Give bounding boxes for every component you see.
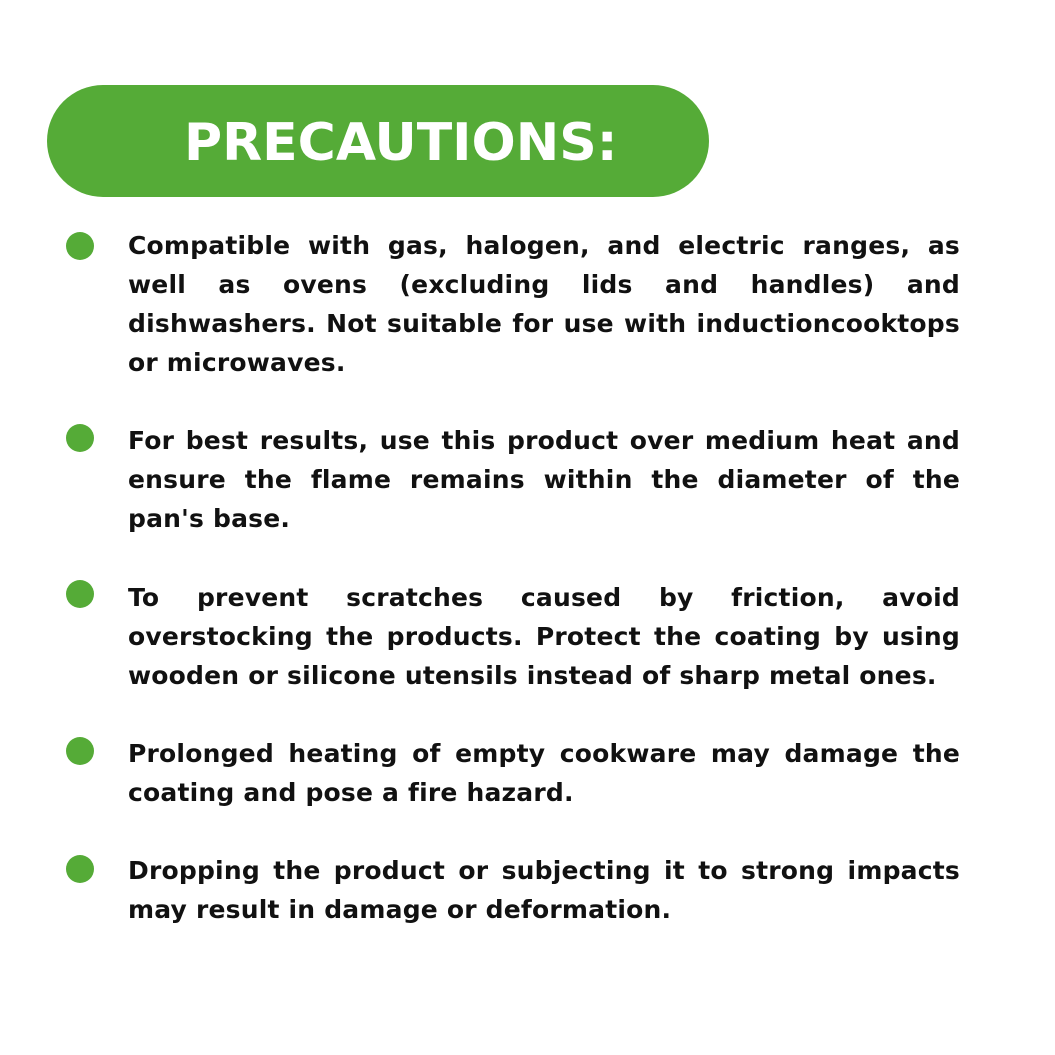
bullet-dot-icon [66, 580, 94, 608]
list-item-text: Dropping the product or subjecting it to strong impacts may result in damage or deformation. [128, 856, 960, 924]
bullet-dot-icon [66, 855, 94, 883]
bullet-dot-icon [66, 424, 94, 452]
page-title: PRECAUTIONS: [184, 113, 618, 173]
bullet-dot-icon [66, 232, 94, 260]
list-item-text: For best results, use this product over medium heat and ensure the flame remains within the diameter of the pan's base. [128, 426, 960, 533]
list-item-text: Compatible with gas, halogen, and electric ranges, as well as ovens (excluding lids and handles) and dishwashers. Not suitable for use with inductioncooktops or microwaves. [128, 231, 960, 377]
list-item-text: Prolonged heating of empty cookware may damage the coating and pose a fire hazard. [128, 739, 960, 807]
list-item-text: To prevent scratches caused by friction, avoid overstocking the products. Protect the coating by using wooden or silicone utensils instead of sharp metal ones. [128, 583, 960, 690]
bullet-dot-icon [66, 737, 94, 765]
